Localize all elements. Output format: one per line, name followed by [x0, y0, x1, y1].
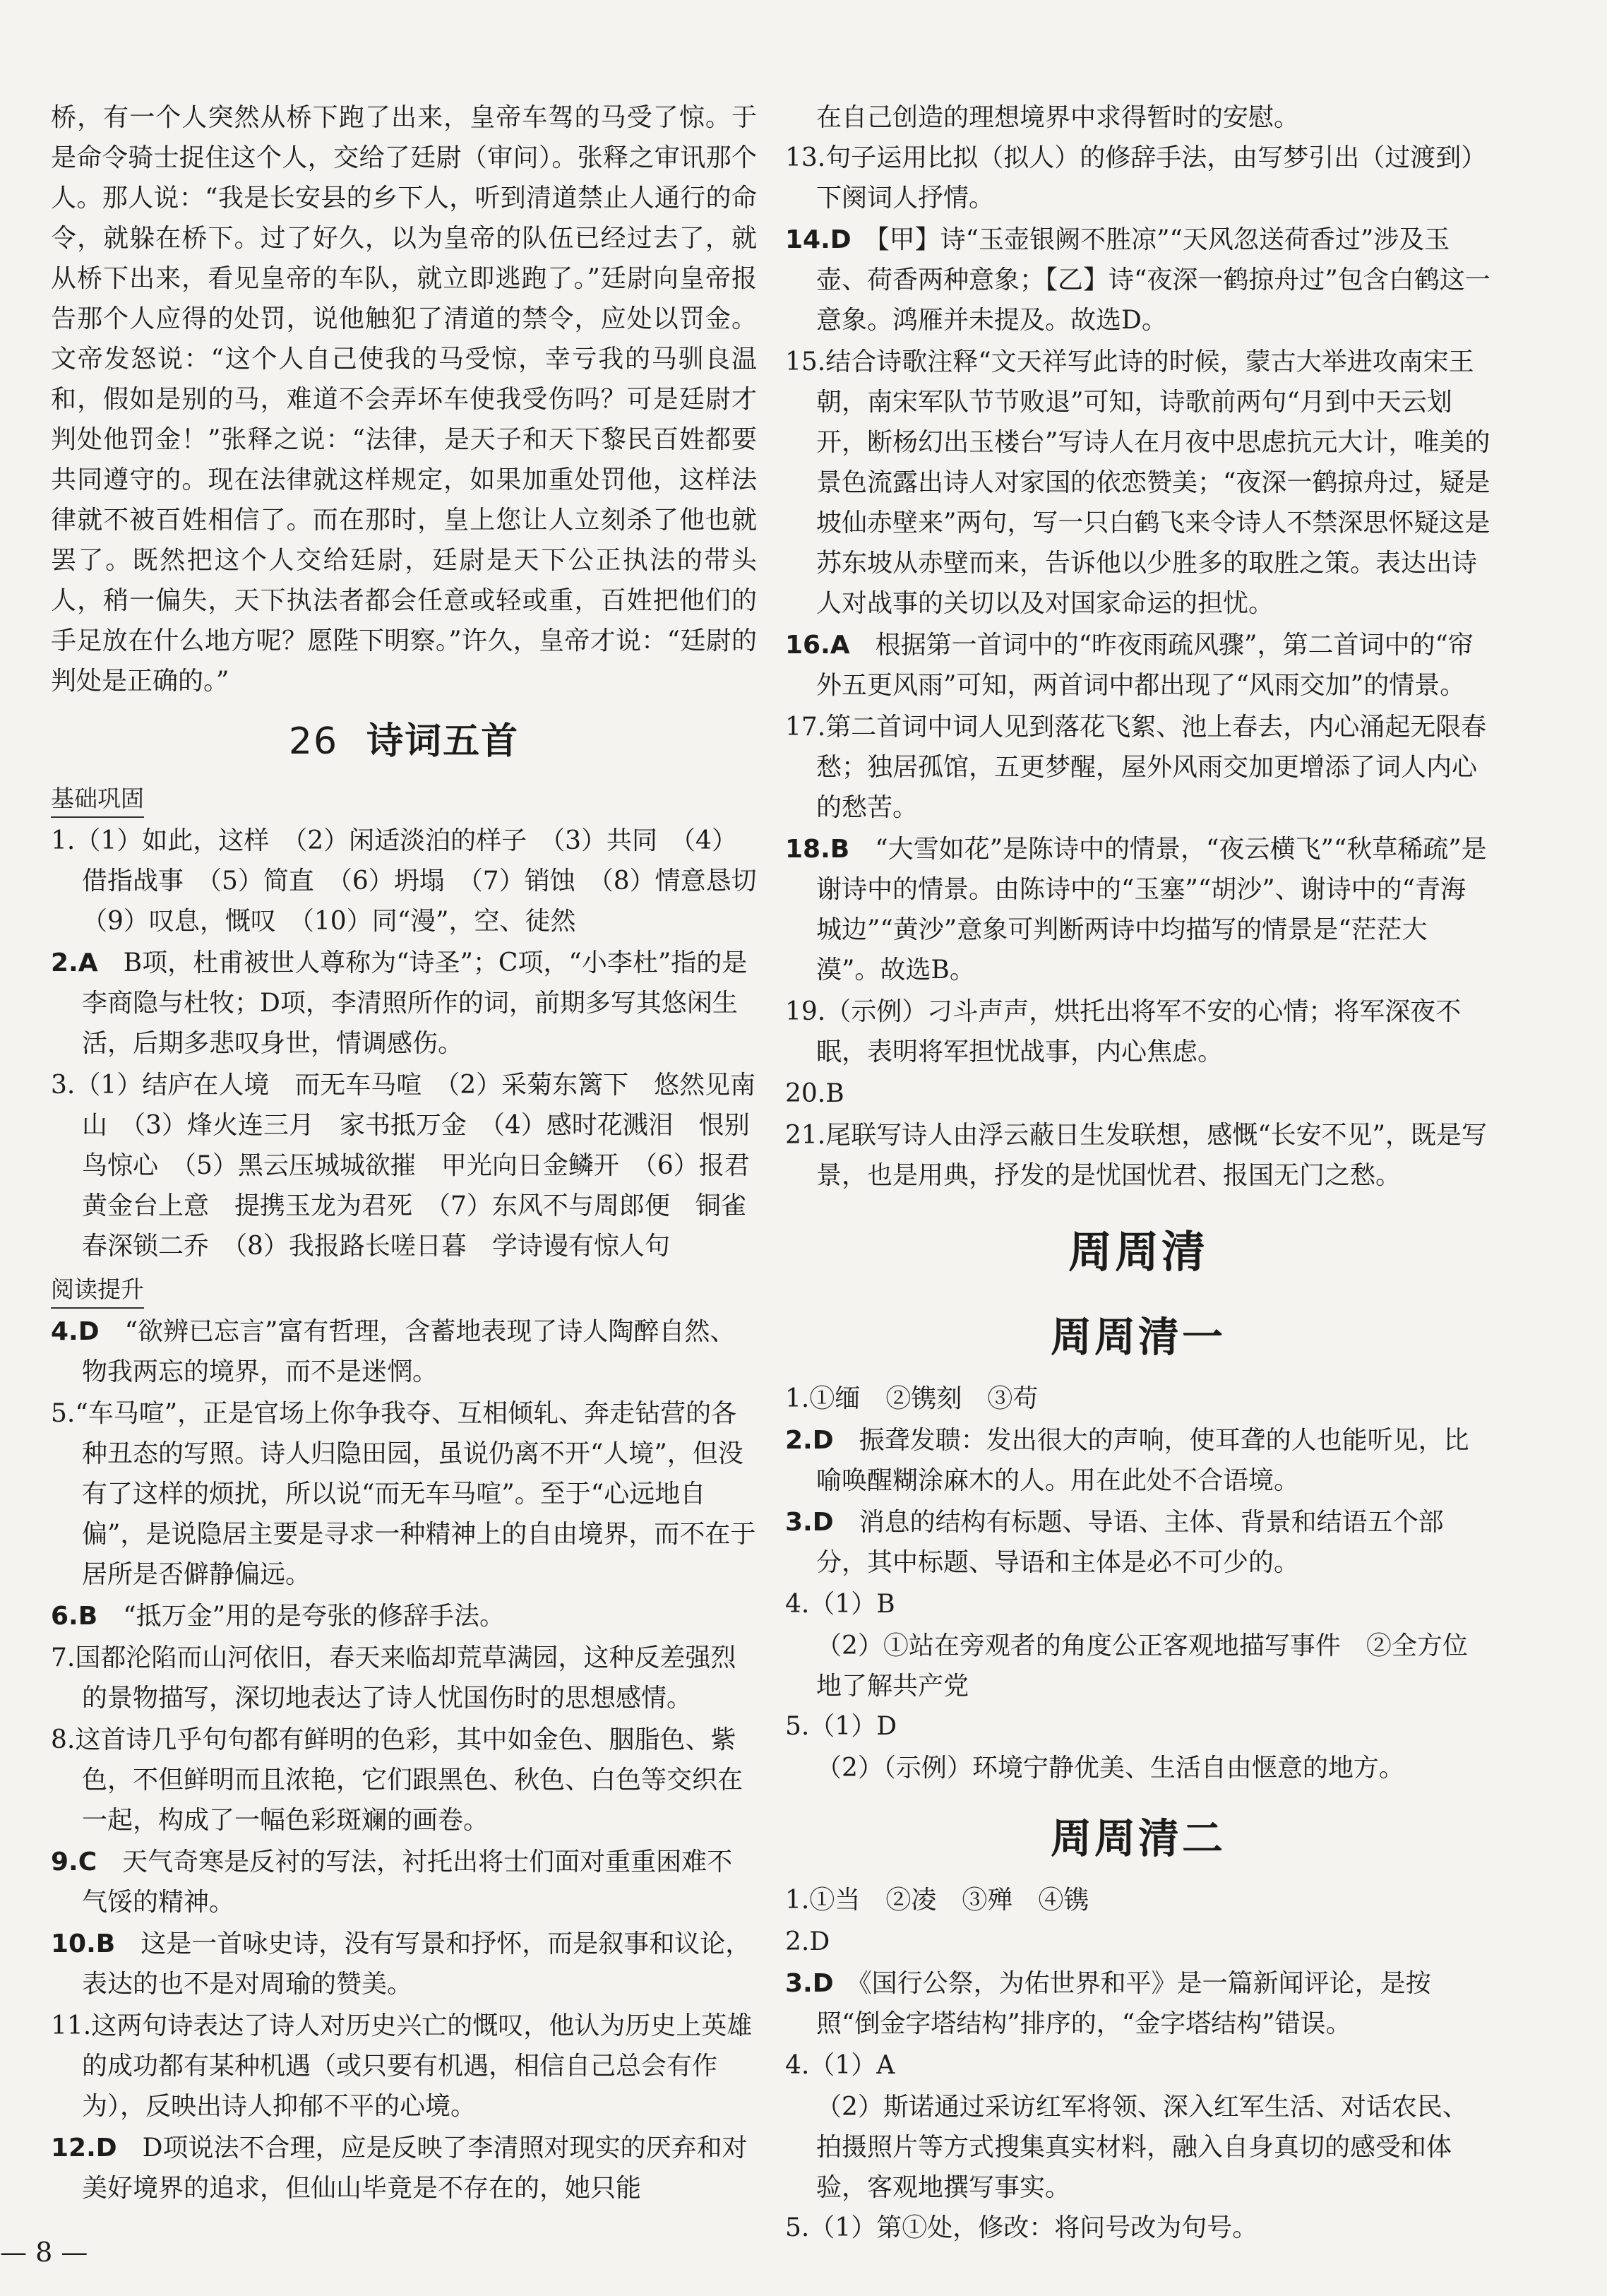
w1-answer-3	[785, 1502, 1491, 1583]
answer-11: 11.这两句诗表达了诗人对历史兴亡的慨叹，他认为历史上英雄的成功都有某种机遇（或只要有机遇，相信自己总会有作为），反映出诗人抑郁不平的心境。	[51, 2011, 753, 2121]
answer-9-text: 天气奇寒是反衬的写法，衬托出将士们面对重重困难不气馁的精神。	[82, 1848, 733, 1917]
answer-13: 13.句子运用比拟（拟人）的修辞手法，由写梦引出（过渡到）下阕词人抒情。	[785, 143, 1487, 213]
answer-18-key: 18.B	[785, 835, 850, 864]
weekly-2-title: 周周清二	[1050, 1814, 1226, 1862]
w2-answer-5: 5.（1）第①处，修改：将问号改为句号。	[785, 2213, 1258, 2242]
w2-answer-2: 2.D	[785, 1927, 830, 1956]
answer-9-key: 9.C	[51, 1848, 97, 1876]
answer-21: 21.尾联写诗人由浮云蔽日生发联想，感慨“长安不见”，既是写景，也是用典，抒发的是忧国忧君、报国无门之愁。	[785, 1121, 1488, 1190]
answer-5: 5.“车马喧”，正是官场上你争我夺、互相倾轧、奔走钻营的各种丑态的写照。诗人归隐田园，虽说仍离不开“人境”，但没有了这样的烦扰，所以说“而无车马喧”。至于“心远地自偏”，是说隐居主要是寻求一种精神上的自由境界，而不在于居所是否僻静偏远。	[51, 1399, 756, 1589]
answer-8: 8.这首诗几乎句句都有鲜明的色彩，其中如金色、胭脂色、紫色，不但鲜明而且浓艳，它们跟黑色、秋色、白色等交织在一起，构成了一幅色彩斑斓的画卷。	[51, 1725, 743, 1835]
intro-paragraph: 桥，有一个人突然从桥下跑了出来，皇帝车驾的马受了惊。于是命令骑士捉住这个人，交给了廷尉（审问）。张释之审讯那个人。那人说：“我是长安县的乡下人，听到清道禁止人通行的命令，就躲在桥下。过了好久，以为皇帝的队伍已经过去了，就从桥下出来，看见皇帝的车队，就立即逃跑了。”廷尉向皇帝报告那个人应得的处罚，说他触犯了清道的禁令，应处以罚金。文帝发怒说：“这个人自己使我的马受惊，幸亏我的马驯良温和，假如是别的马，难道不会弄坏车使我受伤吗？可是廷尉才判处他罚金！”张释之说：“法律，是天子和天下黎民百姓都要共同遵守的。现在法律就这样规定，如果加重处罚他，这样法律就不被百姓相信了。而在那时，皇上您让人立刻杀了他也就罢了。既然把这个人交给廷尉，廷尉是天下公正执法的带头人，稍一偏失，天下执法者都会任意或轻或重，百姓把他们的手足放在什么地方呢？愿陛下明察。”许久，皇帝才说：“廷尉的判处是正确的。”	[51, 103, 757, 696]
answer-17: 17.第二首词中词人见到落花飞絮、池上春去，内心涌起无限春愁；独居孤馆，五更梦醒，屋外风雨交加更增添了词人内心的愁苦。	[785, 713, 1487, 822]
w1-answer-2-key: 2.D	[785, 1426, 834, 1455]
answer-20: 20.B	[785, 1079, 844, 1108]
answer-10-key: 10.B	[51, 1929, 116, 1958]
w1-answer-4: 4.（1）B	[785, 1590, 895, 1619]
section-name: 诗词五首	[366, 720, 520, 763]
answer-6-key: 6.B	[51, 1602, 98, 1631]
section-title	[51, 711, 757, 764]
w2-answer-4: 4.（1）A	[785, 2051, 895, 2080]
w1-answer-4-2: （2）①站在旁观者的角度公正客观地描写事件 ②全方位地了解共产党	[816, 1631, 1468, 1701]
section-number: 26	[288, 720, 339, 763]
w1-answer-5-2: （2）（示例）环境宁静优美、生活自由惬意的地方。	[816, 1754, 1404, 1783]
answer-4-text: “欲辨已忘言”富有哲理，含蓄地表现了诗人陶醉自然、物我两忘的境界，而不是迷惘。	[82, 1317, 736, 1386]
answer-3: 3.（1）结庐在人境 而无车马喧 （2）采菊东篱下 悠然见南山 （3）烽火连三月 家书抵万金 （4）感时花溅泪 恨别鸟惊心 （5）黑云压城城欲摧 甲光向日金鳞开 （6）报君黄金台上意 提携玉龙为君死 （7）东风不与周郎便 铜雀春深锁二乔 （8）我报路长嗟日暮 学诗谩有惊人句	[51, 1071, 756, 1261]
answer-15: 15.结合诗歌注释“文天祥写此诗的时候，蒙古大举进攻南宋王朝，南宋军队节节败退”可知，诗歌前两句“月到中天云划开，断杨幻出玉楼台”写诗人在月夜中思虑抗元大计，唯美的景色流露出诗人对家国的依恋赞美；“夜深一鹤掠舟过，疑是坡仙赤壁来”两句，写一只白鹤飞来令诗人不禁深思怀疑这是苏东坡从赤壁而来，告诉他以少胜多的取胜之策。表达出诗人对战事的关切以及对国家命运的担忧。	[785, 347, 1490, 618]
answer-12-text: D项说法不合理，应是反映了李清照对现实的厌弃和对美好境界的追求，但仙山毕竟是不存在的，她只能	[82, 2134, 748, 2203]
w1-answer-2	[785, 1420, 1491, 1501]
w2-answer-1: 1.①当 ②凌 ③殚 ④镌	[785, 1886, 1089, 1915]
weekly-title: 周周清	[1068, 1226, 1208, 1278]
answer-7: 7.国都沦陷而山河依旧，春天来临却荒草满园，这种反差强烈的景物描写，深切地表达了诗人忧国伤时的思想感情。	[51, 1643, 736, 1713]
w1-answer-3-text: 消息的结构有标题、导语、主体、背景和结语五个部分，其中标题、导语和主体是必不可少的。	[816, 1508, 1444, 1577]
w2-answer-3-key: 3.D	[785, 1969, 834, 1998]
w2-answer-3-text: 《国行公祭，为佑世界和平》是一篇新闻评论，是按照“倒金字塔结构”排序的，“金字塔结构”错误。	[816, 1969, 1431, 2038]
label-reading: 阅读提升	[51, 1272, 144, 1309]
right-column	[785, 97, 1491, 2249]
w2-answer-4-2: （2）斯诺通过采访红军将领、深入红军生活、对话农民、拍摄照片等方式搜集真实材料，融入自身真切的感受和体验，客观地撰写事实。	[816, 2093, 1468, 2202]
answer-2-key: 2.A	[51, 948, 98, 977]
answer-16-key: 16.A	[785, 631, 850, 660]
answer-2-text: B项，杜甫被世人尊称为“诗圣”；C项，“小李杜”指的是李商隐与杜牧；D项，李清照所作的词，前期多写其悠闲生活，后期多悲叹身世，情调感伤。	[82, 948, 748, 1058]
answer-6	[51, 1596, 757, 1636]
answer-12	[51, 2128, 757, 2208]
answer-10	[51, 1924, 757, 2004]
answer-6-text: “抵万金”用的是夸张的修辞手法。	[123, 1602, 505, 1631]
answer-18	[785, 829, 1491, 990]
answer-12-continued: 在自己创造的理想境界中求得暂时的安慰。	[816, 103, 1300, 132]
w1-answer-1: 1.①缅 ②镌刻 ③苟	[785, 1384, 1039, 1413]
answer-2	[51, 943, 757, 1064]
answer-10-text: 这是一首咏史诗，没有写景和抒怀，而是叙事和议论，表达的也不是对周瑜的赞美。	[82, 1929, 751, 1999]
answer-14	[785, 220, 1491, 340]
answer-16-text: 根据第一首词中的“昨夜雨疏风骤”，第二首词中的“帘外五更风雨”可知，两首词中都出现了“风雨交加”的情景。	[816, 631, 1474, 700]
answer-4-key: 4.D	[51, 1317, 100, 1346]
weekly-1-title: 周周清一	[1050, 1313, 1226, 1361]
label-basic: 基础巩固	[51, 781, 144, 818]
answer-19: 19.（示例）刁斗声声，烘托出将军不安的心情；将军深夜不眠，表明将军担忧战事，内心焦虑。	[785, 997, 1462, 1066]
answer-18-text: “大雪如花”是陈诗中的情景，“夜云横飞”“秋草稀疏”是谢诗中的情景。由陈诗中的“玉塞”“胡沙”、谢诗中的“青海城边”“黄沙”意象可判断两诗中均描写的情景是“茫茫大漠”。故选B。	[816, 835, 1487, 985]
answer-12-key: 12.D	[51, 2134, 117, 2163]
page-number: — 8 —	[0, 2237, 88, 2268]
w1-answer-5: 5.（1）D	[785, 1712, 897, 1741]
answer-14-key: 14.D	[785, 225, 852, 254]
answer-16	[785, 625, 1491, 706]
w2-answer-3	[785, 1963, 1491, 2044]
answer-14-text: 【甲】诗“玉壶银阙不胜凉”“天风忽送荷香过”涉及玉壶、荷香两种意象；【乙】诗“夜深一鹤掠舟过”包含白鹤这一意象。鸿雁并未提及。故选D。	[816, 225, 1490, 335]
answer-1: 1.（1）如此，这样 （2）闲适淡泊的样子 （3）共同 （4）借指战事 （5）简直 （6）坍塌 （7）销蚀 （8）情意恳切 （9）叹息，慨叹 （10）同“漫”，空、徒然	[51, 826, 782, 936]
answer-9	[51, 1842, 757, 1922]
left-column	[51, 97, 782, 2210]
w1-answer-3-key: 3.D	[785, 1508, 834, 1537]
w1-answer-2-text: 振聋发聩：发出很大的声响，使耳聋的人也能听见，比喻唤醒糊涂麻木的人。用在此处不合语境。	[816, 1426, 1469, 1495]
answer-4	[51, 1311, 757, 1392]
